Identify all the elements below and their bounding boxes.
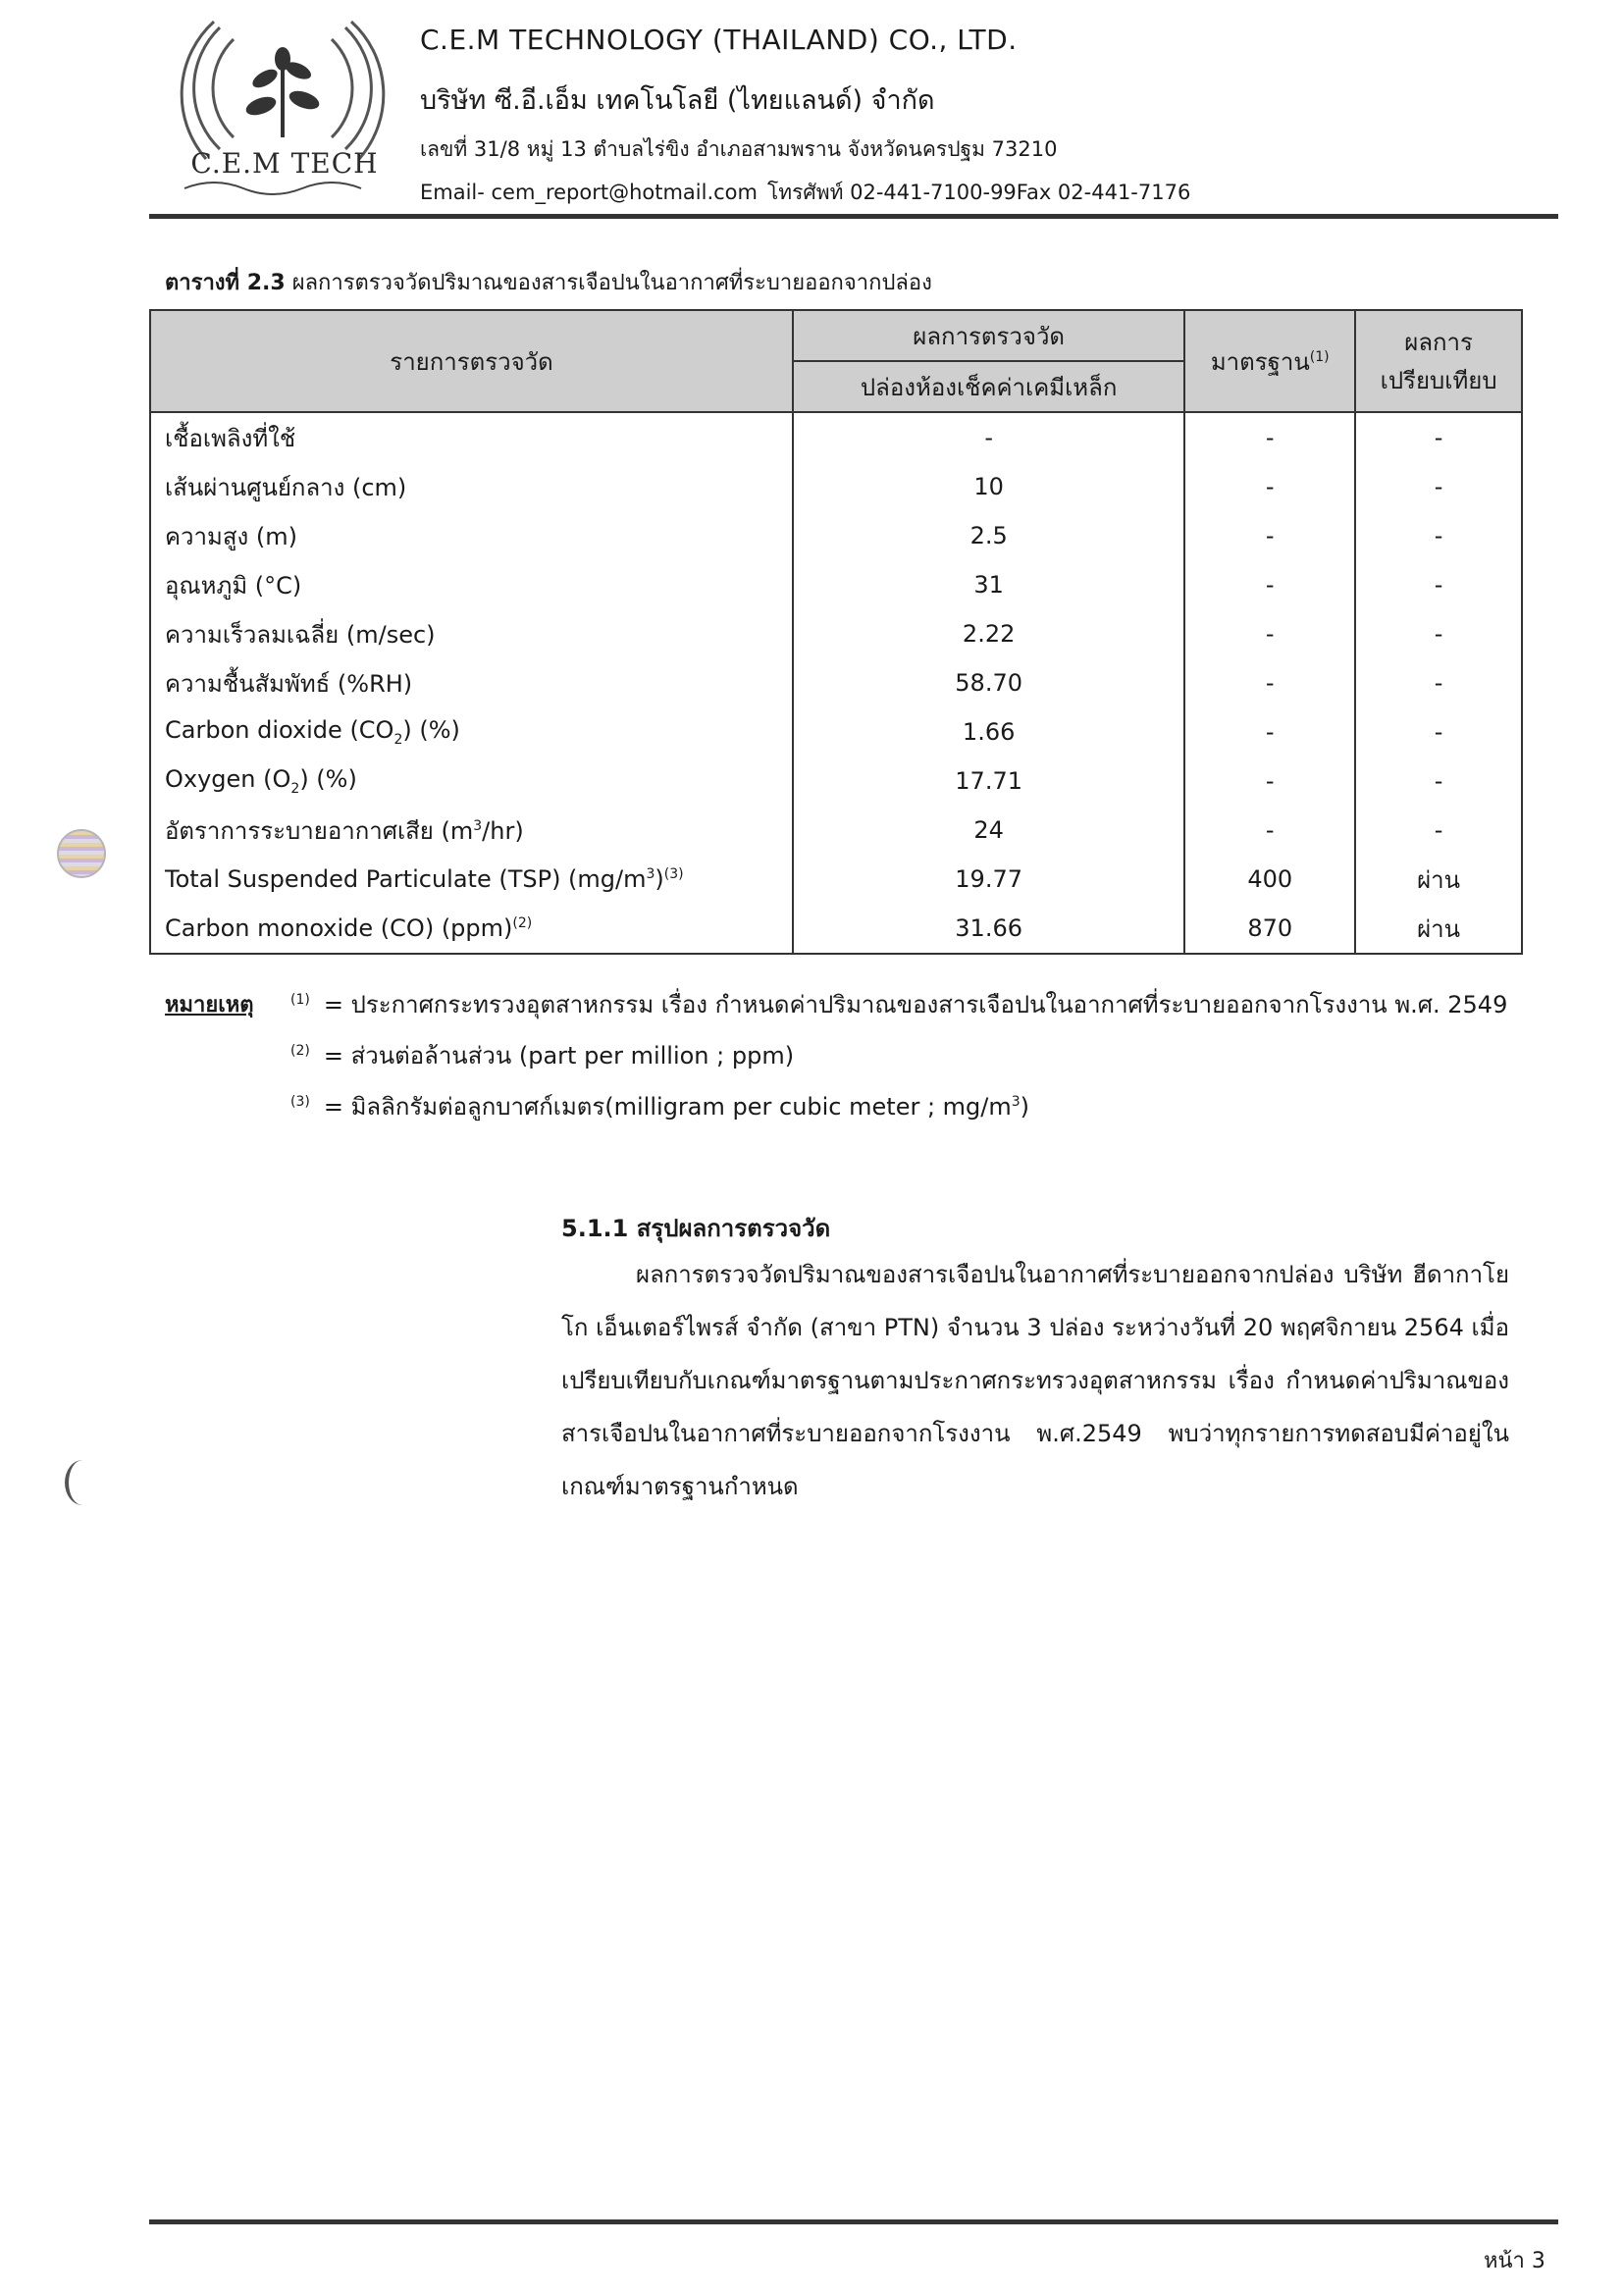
logo-text: C.E.M TECH (190, 147, 379, 180)
row-compare: - (1355, 806, 1522, 855)
summary-title: 5.1.1 สรุปผลการตรวจวัด (561, 1215, 831, 1242)
table-row (150, 560, 1522, 609)
row-compare: - (1355, 658, 1522, 707)
row-item: เส้นผ่านศูนย์กลาง (cm) (150, 462, 793, 511)
note-text-end: ) (1020, 1093, 1030, 1121)
row-standard: - (1184, 806, 1355, 855)
note-text-superscript: 3 (1011, 1094, 1021, 1110)
row-item-unit: ) (%) (402, 716, 460, 745)
punch-hole-top (57, 829, 106, 878)
row-standard: - (1184, 560, 1355, 609)
row-item (150, 904, 793, 954)
row-item: เชื้อเพลิงที่ใช้ (150, 412, 793, 462)
row-item (150, 707, 793, 757)
row-standard: - (1184, 658, 1355, 707)
row-standard: 870 (1184, 904, 1355, 954)
row-item-footnote-ref: (2) (512, 915, 533, 931)
note-item (290, 985, 1507, 1023)
row-value: 19.77 (793, 855, 1184, 904)
note-text: = ส่วนต่อล้านส่วน (part per million ; ppm) (323, 1042, 795, 1070)
table-row (150, 412, 1522, 462)
table-row (150, 806, 1522, 855)
row-item-unit: ) (%) (299, 765, 357, 794)
header-result-sub: ปล่องห้องเช็คค่าเคมีเหล็ก (793, 361, 1184, 412)
note-ref: (1) (290, 992, 310, 1008)
row-value: - (793, 412, 1184, 462)
row-value: 31.66 (793, 904, 1184, 954)
row-value: 2.5 (793, 511, 1184, 560)
row-item: อุณหภูมิ (°C) (150, 560, 793, 609)
contact-phone: โทรศัพท์ 02-441-7100-99Fax 02-441-7176 (767, 181, 1191, 204)
row-value: 1.66 (793, 707, 1184, 757)
company-address: เลขที่ 31/8 หมู่ 13 ตำบลไร่ขิง อำเภอสามพราน จังหวัดนครปฐม 73210 (420, 137, 1058, 161)
row-compare: ผ่าน (1355, 904, 1522, 954)
row-item-text: Oxygen (O (165, 765, 291, 794)
punch-hole-bottom (65, 1460, 100, 1505)
table-row (150, 609, 1522, 658)
header-standard (1184, 310, 1355, 412)
notes-label: หมายเหตุ (165, 993, 254, 1018)
row-compare: - (1355, 707, 1522, 757)
footer-divider (149, 2219, 1558, 2224)
row-standard: - (1184, 707, 1355, 757)
row-item: ความชื้นสัมพัทธ์ (%RH) (150, 658, 793, 707)
row-compare: - (1355, 412, 1522, 462)
row-standard: - (1184, 609, 1355, 658)
row-item (150, 757, 793, 806)
row-item-subscript: 2 (393, 731, 403, 748)
row-compare: ผ่าน (1355, 855, 1522, 904)
company-name-en: C.E.M TECHNOLOGY (THAILAND) CO., LTD. (420, 24, 1018, 56)
table-caption (165, 265, 932, 299)
table-row (150, 511, 1522, 560)
table-row (150, 707, 1522, 757)
contact-email: Email- cem_report@hotmail.com (420, 181, 758, 204)
row-compare: - (1355, 757, 1522, 806)
row-compare: - (1355, 511, 1522, 560)
header-standard-ref: (1) (1309, 348, 1330, 365)
table-row (150, 658, 1522, 707)
header-item: รายการตรวจวัด (150, 310, 793, 412)
summary-paragraph: ผลการตรวจวัดปริมาณของสารเจือปนในอากาศที่ระบายออกจากปล่อง บริษัท ฮีดากาโยโก เอ็นเตอร์ไพรส์ จำกัด (สาขา PTN) จำนวน 3 ปล่อง ระหว่างวันที่ 20 พฤศจิกายน 2564 เมื่อเปรียบเทียบกับเกณฑ์มาตรฐานตามประกาศกระทรวงอุตสาหกรรม เรื่อง กำหนดค่าปริมาณของสารเจือปนในอากาศที่ระบายออกจากโรงงาน พ.ศ.2549 พบว่าทุกรายการทดสอบมีค่าอยู่ในเกณฑ์มาตรฐานกำหนด (561, 1261, 1509, 1500)
row-value: 2.22 (793, 609, 1184, 658)
row-item-text: Carbon monoxide (CO) (ppm) (165, 914, 513, 942)
row-item (150, 806, 793, 855)
table-row (150, 757, 1522, 806)
row-value: 10 (793, 462, 1184, 511)
company-name-th: บริษัท ซี.อี.เอ็ม เทคโนโลยี (ไทยแลนด์) จำกัด (420, 85, 935, 116)
header-compare-line2: เปรียบเทียบ (1380, 367, 1497, 394)
row-item-footnote-ref: (3) (663, 866, 684, 882)
note-item (290, 1087, 1029, 1125)
header-compare-line1: ผลการ (1404, 329, 1473, 356)
table-row (150, 462, 1522, 511)
row-standard: - (1184, 462, 1355, 511)
header-standard-label: มาตรฐาน (1210, 347, 1310, 376)
header-compare (1355, 310, 1522, 412)
row-standard: 400 (1184, 855, 1355, 904)
header-result: ผลการตรวจวัด (793, 310, 1184, 361)
note-ref: (3) (290, 1094, 310, 1110)
note-text: = ประกาศกระทรวงอุตสาหกรรม เรื่อง กำหนดค่าปริมาณของสารเจือปนในอากาศที่ระบายออกจากโรงงาน พ.ศ. 2549 (323, 991, 1508, 1018)
measurement-table (149, 309, 1523, 955)
header-divider (149, 214, 1558, 219)
row-item-subscript: 2 (290, 780, 300, 797)
row-item-superscript: 3 (646, 866, 655, 882)
row-standard: - (1184, 412, 1355, 462)
row-item-unit: /hr) (482, 816, 524, 845)
row-value: 31 (793, 560, 1184, 609)
note-text: = มิลลิกรัมต่อลูกบาศก์เมตร(milligram per cubic meter ; mg/m (323, 1093, 1012, 1121)
row-compare: - (1355, 609, 1522, 658)
row-item-superscript: 3 (473, 817, 483, 834)
row-standard: - (1184, 757, 1355, 806)
row-value: 17.71 (793, 757, 1184, 806)
row-item: ความเร็วลมเฉลี่ย (m/sec) (150, 609, 793, 658)
table-caption-text: ผลการตรวจวัดปริมาณของสารเจือปนในอากาศที่ระบายออกจากปล่อง (291, 271, 932, 295)
row-item (150, 855, 793, 904)
table-row (150, 855, 1522, 904)
table-row (150, 904, 1522, 954)
row-standard: - (1184, 511, 1355, 560)
company-contact (420, 177, 1200, 209)
row-value: 58.70 (793, 658, 1184, 707)
row-compare: - (1355, 560, 1522, 609)
row-item-text: Total Suspended Particulate (TSP) (mg/m (165, 865, 647, 893)
row-value: 24 (793, 806, 1184, 855)
row-item: ความสูง (m) (150, 511, 793, 560)
row-item-text: Carbon dioxide (CO (165, 716, 394, 745)
page-number: หน้า 3 (1484, 2249, 1545, 2273)
row-item-unit: ) (654, 865, 664, 893)
note-ref: (2) (290, 1043, 310, 1059)
table-caption-label: ตารางที่ 2.3 (165, 271, 286, 295)
row-item-text: อัตราการระบายอากาศเสีย (m (165, 816, 474, 845)
row-compare: - (1355, 462, 1522, 511)
note-item (290, 1036, 794, 1074)
